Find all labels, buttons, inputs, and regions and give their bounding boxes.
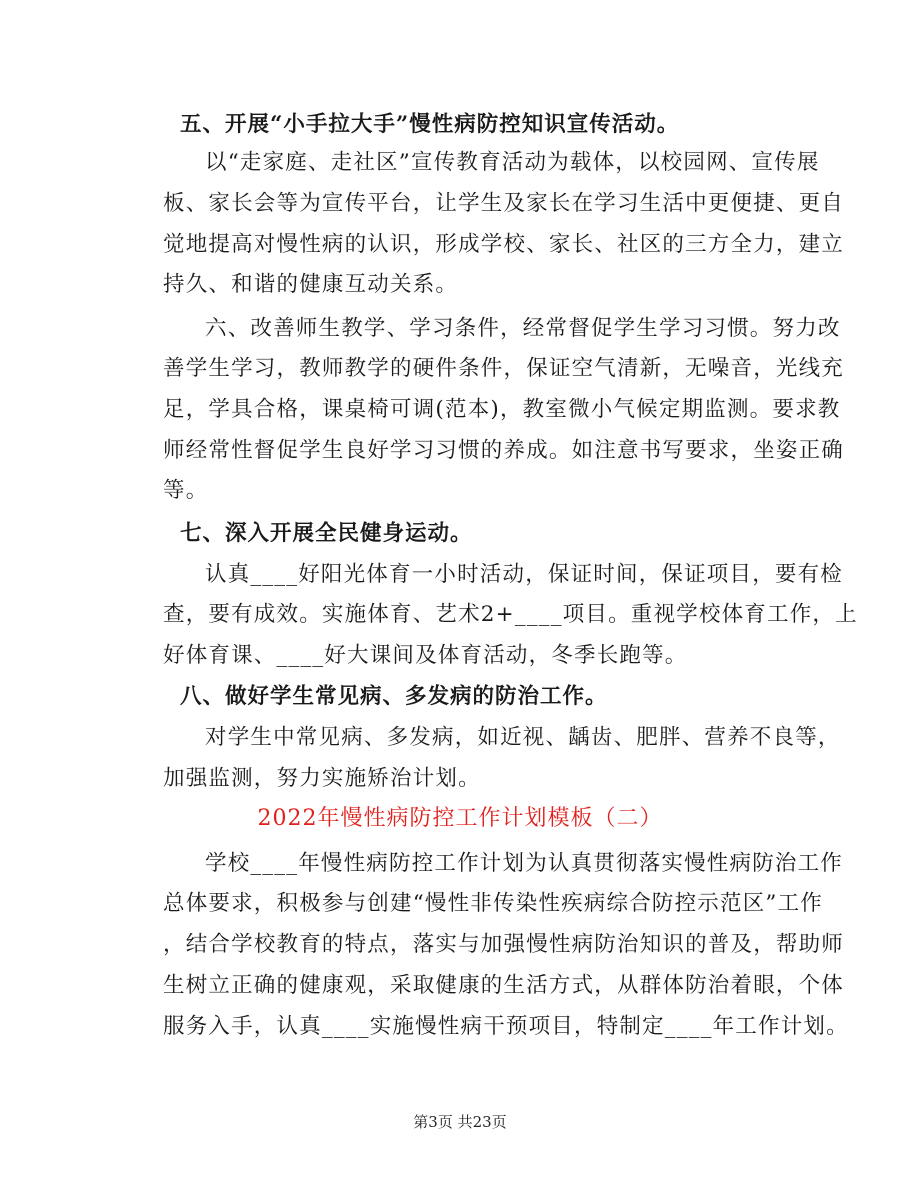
- paragraph-line: 加强监测，努力实施矫治计划。: [163, 766, 481, 791]
- section-8-heading: 八、做好学生常见病、多发病的防治工作。: [180, 684, 608, 709]
- paragraph-line: 等。: [163, 478, 209, 503]
- paragraph-line: 查，要有成效。实施体育、艺术2+____项目。重视学校体育工作，上: [163, 602, 858, 627]
- paragraph-line: 师经常性督促学生良好学习习惯的养成。如注意书写要求，坐姿正确: [163, 438, 845, 463]
- intro-line: 学校____年慢性病防控工作计划为认真贯彻落实慢性病防治工作: [205, 851, 844, 876]
- paragraph-line: 好体育课、____好大课间及体育活动，冬季长跑等。: [163, 643, 688, 668]
- paragraph-line: 以“走家庭、走社区”宣传教育活动为载体，以校园网、宣传展: [205, 150, 820, 175]
- paragraph-line: 善学生学习，教师教学的硬件条件，保证空气清新，无噪音，光线充: [163, 356, 845, 381]
- paragraph-line: 觉地提高对慢性病的认识，形成学校、家长、社区的三方全力，建立: [163, 232, 845, 257]
- section-6-paragraph-line: 六、改善师生教学、学习条件，经常督促学生学习习惯。努力改: [205, 316, 841, 341]
- section-7-heading: 七、深入开展全民健身运动。: [180, 521, 473, 546]
- intro-line: 服务入手，认真____实施慢性病干预项目，特制定____年工作计划。: [163, 1014, 849, 1039]
- intro-line: 生树立正确的健康观，采取健康的生活方式，从群体防治着眼，个体: [163, 973, 845, 998]
- intro-line: 总体要求，积极参与创建“慢性非传染性疾病综合防控示范区”工作: [163, 891, 823, 916]
- paragraph-line: 板、家长会等为宣传平台，让学生及家长在学习生活中更便捷、更自: [163, 191, 845, 216]
- page-number: 第3页 共23页: [413, 1113, 507, 1131]
- paragraph-line: 认真____好阳光体育一小时活动，保证时间，保证项目，要有检: [205, 562, 844, 587]
- paragraph-line: 足，学具合格，课桌椅可调(范本)，教室微小气候定期监测。要求教: [163, 397, 841, 422]
- paragraph-line: 对学生中常见病、多发病，如近视、龋齿、肥胖、营养不良等，: [205, 725, 841, 750]
- intro-line: ，结合学校教育的特点，落实与加强慢性病防治知识的普及，帮助师: [163, 932, 845, 957]
- section-5-heading: 五、开展“小手拉大手”慢性病防控知识宣传活动。: [180, 112, 680, 137]
- document-title: 2022年慢性病防控工作计划模板（二）: [257, 806, 663, 831]
- paragraph-line: 持久、和谐的健康互动关系。: [163, 272, 459, 297]
